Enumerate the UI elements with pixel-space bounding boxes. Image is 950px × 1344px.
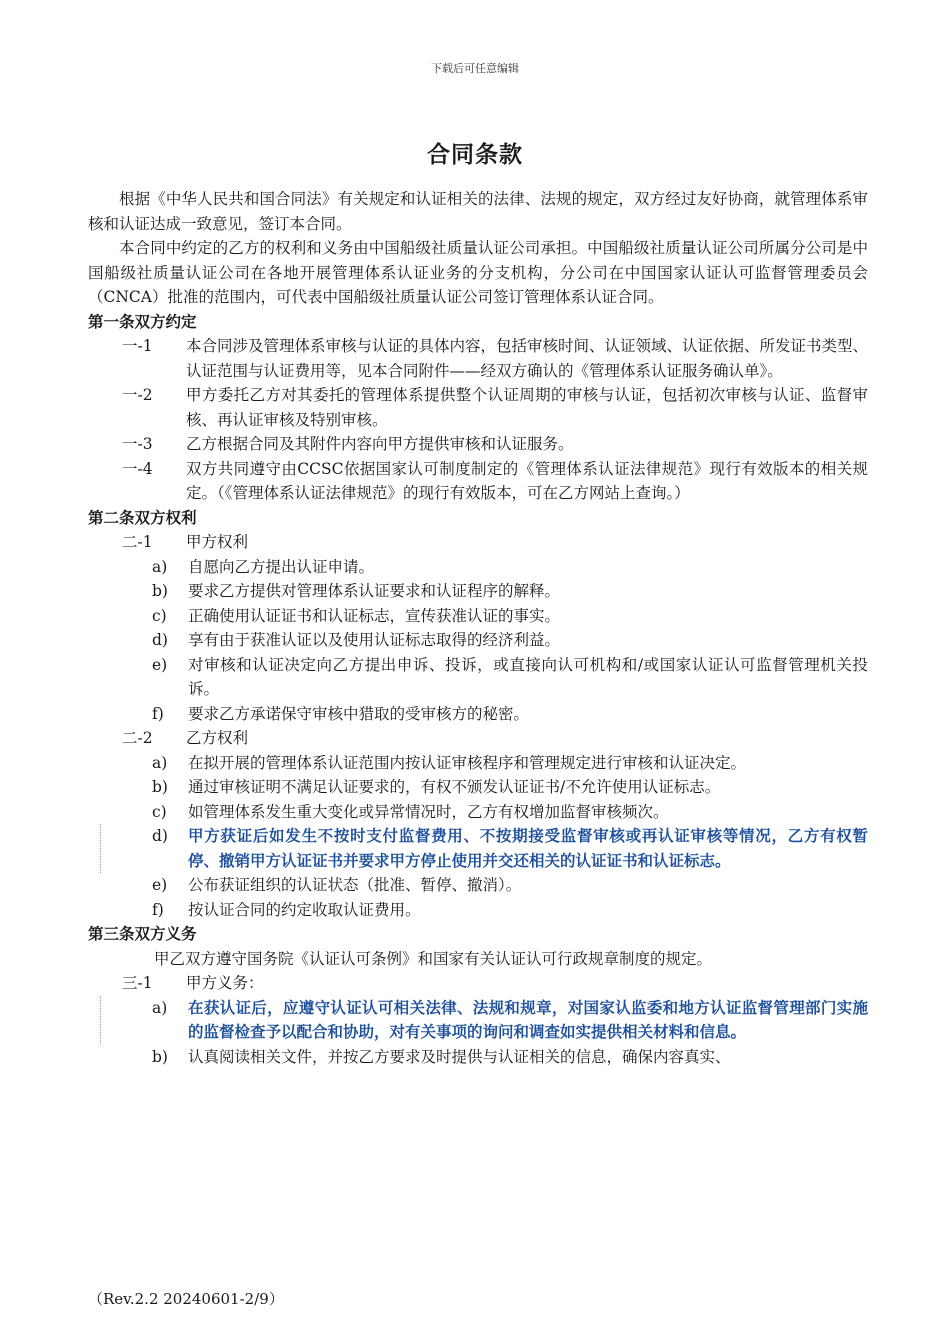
- section-label: 甲方义务：: [186, 974, 264, 992]
- clause-number: 一-4: [122, 459, 153, 478]
- article-heading: 第一条双方约定: [88, 311, 197, 331]
- revision-footer: （Rev.2.2 20240601-2/9）: [88, 1290, 284, 1308]
- list-item: [152, 628, 868, 653]
- clause-text: 本合同涉及管理体系审核与认证的具体内容，包括审核时间、认证领域、认证依据、所发证书类型、认证范围与认证费用等，见本合同附件——经双方确认的《管理体系认证服务确认单》。: [186, 337, 869, 380]
- clause: [88, 383, 868, 432]
- item-label: a): [152, 998, 168, 1017]
- clause-text: 甲方委托乙方对其委托的管理体系提供整个认证周期的审核与认证，包括初次审核与认证、监督审核、再认证审核及特别审核。: [186, 386, 868, 429]
- clause-number: 一-1: [122, 337, 153, 355]
- section-number: 三-1: [122, 974, 153, 992]
- item-text: 认真阅读相关文件，并按乙方要求及时提供与认证相关的信息，确保内容真实、: [188, 1047, 731, 1066]
- list-item: [152, 579, 868, 604]
- item-label: b): [152, 582, 168, 600]
- section-number: 二-2: [122, 729, 153, 747]
- item-label: e): [152, 876, 168, 894]
- section-number: 二-1: [122, 533, 153, 551]
- list-item: [152, 604, 868, 629]
- item-label: f): [152, 704, 164, 723]
- item-label: c): [152, 802, 167, 821]
- header-note: 下载后可任意编辑: [431, 62, 519, 75]
- item-text: 自愿向乙方提出认证申请。: [188, 557, 375, 576]
- item-label: c): [152, 606, 167, 625]
- list-item: [152, 1045, 868, 1070]
- section-heading: [88, 530, 868, 555]
- clause: [88, 334, 868, 383]
- clause-number: 一-2: [122, 386, 153, 404]
- item-text: 公布获证组织的认证状态（批准、暂停、撤消）。: [188, 876, 522, 894]
- article-intro: 甲乙双方遵守国务院《认证认可条例》和国家有关认证认可行政规章制度的规定。: [154, 949, 713, 968]
- list-item-emphasized: [152, 824, 868, 873]
- clause-text: 双方共同遵守由CCSC依据国家认可制度制定的《管理体系认证法律规范》现行有效版本的相关规定。（《管理体系认证法律规范》的现行有效版本，可在乙方网站上查询。）: [186, 459, 868, 502]
- item-label: d): [152, 827, 168, 845]
- section-heading: [88, 726, 868, 751]
- list-item: [152, 653, 868, 702]
- list-item: [152, 555, 868, 580]
- section-label: 乙方权利: [186, 729, 249, 747]
- item-text: 要求乙方承诺保守审核中猎取的受审核方的秘密。: [188, 704, 530, 723]
- clause: [88, 457, 868, 506]
- item-text: 通过审核证明不满足认证要求的，有权不颁发认证证书/不允许使用认证标志。: [188, 778, 721, 796]
- section-heading: [88, 971, 868, 996]
- item-text: 对审核和认证决定向乙方提出申诉、投诉，或直接向认可机构和/或国家认证认可监督管理机关投诉。: [188, 655, 868, 698]
- item-label: b): [152, 778, 168, 796]
- item-label: a): [152, 753, 168, 772]
- item-label: d): [152, 631, 168, 649]
- clause-text: 乙方根据合同及其附件内容向甲方提供审核和认证服务。: [186, 435, 574, 453]
- item-label: b): [152, 1047, 168, 1066]
- intro-paragraph: 根据《中华人民共和国合同法》有关规定和认证相关的法律、法规的规定，双方经过友好协商，就管理体系审核和认证达成一致意见，签订本合同。: [88, 190, 868, 233]
- intro-paragraph: 本合同中约定的乙方的权利和义务由中国船级社质量认证公司承担。中国船级社质量认证公司所属分公司是中国船级社质量认证公司在各地开展管理体系认证业务的分支机构，分公司在中国国家认证认可监督管理委员会（CNCA）批准的范围内，可代表中国船级社质量认证公司签订管理体系认证合同。: [88, 239, 868, 306]
- list-item: [152, 873, 868, 898]
- item-text: 按认证合同的约定收取认证费用。: [188, 900, 421, 919]
- clause-number: 一-3: [122, 435, 153, 453]
- clause: [88, 432, 868, 457]
- item-label: f): [152, 900, 164, 919]
- article-heading: 第二条双方权利: [88, 507, 197, 527]
- document-title: 合同条款: [427, 141, 523, 168]
- item-text: 享有由于获准认证以及使用认证标志取得的经济利益。: [188, 631, 561, 649]
- list-item: [152, 898, 868, 923]
- item-text: 在获认证后，应遵守认证认可相关法律、法规和规章，对国家认监委和地方认证监督管理部门实施的监督检查予以配合和协助，对有关事项的询问和调查如实提供相关材料和信息。: [188, 997, 868, 1041]
- item-text: 要求乙方提供对管理体系认证要求和认证程序的解释。: [188, 582, 561, 600]
- item-text: 正确使用认证证书和认证标志，宣传获准认证的事实。: [188, 606, 561, 625]
- item-label: a): [152, 557, 168, 576]
- item-label: e): [152, 655, 168, 674]
- item-text: 如管理体系发生重大变化或异常情况时，乙方有权增加监督审核频次。: [188, 802, 669, 821]
- item-text: 甲方获证后如发生不按时支付监督费用、不按期接受监督审核或再认证审核等情况，乙方有权暂停、撤销甲方认证证书并要求甲方停止使用并交还相关的认证证书和认证标志。: [188, 826, 868, 870]
- contract-body: [88, 187, 868, 1069]
- section-label: 甲方权利: [186, 533, 249, 551]
- list-item: [152, 751, 868, 776]
- list-item: [152, 800, 868, 825]
- article-heading: 第三条双方义务: [88, 924, 197, 943]
- list-item-emphasized: [152, 996, 868, 1045]
- list-item: [152, 702, 868, 727]
- item-text: 在拟开展的管理体系认证范围内按认证审核程序和管理规定进行审核和认证决定。: [188, 753, 747, 772]
- list-item: [152, 775, 868, 800]
